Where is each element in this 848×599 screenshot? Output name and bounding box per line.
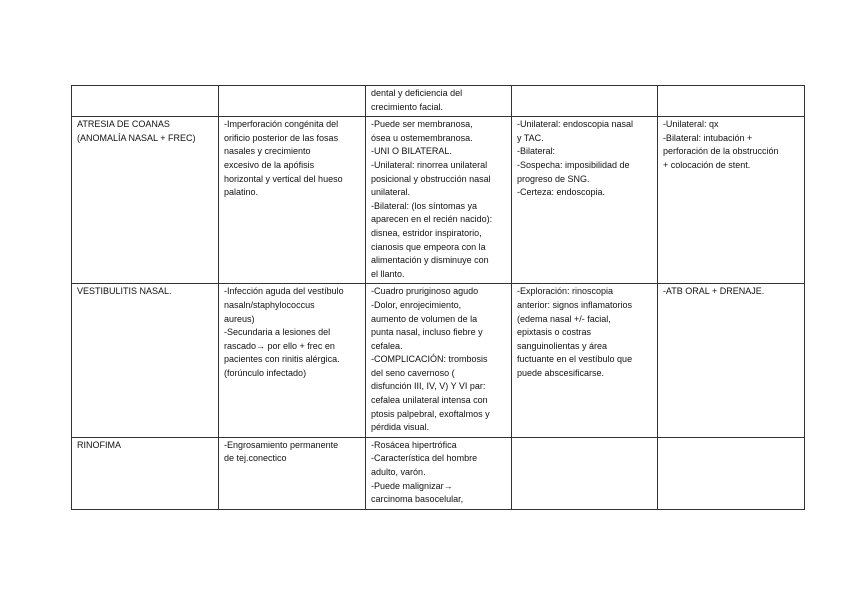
table-row	[72, 437, 805, 509]
cell-line: cefalea.	[371, 340, 403, 351]
cell-line: adulto, varón.	[371, 467, 426, 478]
treatment-cell	[657, 117, 804, 284]
definition-cell	[219, 284, 366, 438]
cell-line: -Unilateral: qx	[662, 119, 719, 130]
cell-line: -Cuadro pruriginoso agudo	[371, 286, 479, 297]
cell-line: (ANOMALÍA NASAL + FREC)	[77, 132, 196, 143]
cell-line: ATRESIA DE COANAS	[77, 119, 170, 130]
cell-line: -Bilateral:	[516, 146, 555, 157]
clinical-cell	[366, 117, 512, 284]
cell-line: del seno cavernoso (	[371, 367, 455, 378]
treatment-cell	[657, 86, 804, 117]
cell-line: -Secundaria a lesiones del	[224, 327, 331, 338]
condition-cell	[72, 437, 219, 509]
cell-line: (edema nasal +/- facial,	[516, 313, 611, 324]
treatment-cell	[657, 284, 804, 438]
definition-cell	[219, 86, 366, 117]
diagnosis-cell	[511, 117, 657, 284]
diagnosis-cell	[511, 284, 657, 438]
cell-line: -COMPLICACIÓN: trombosis	[371, 354, 488, 365]
cell-line: alimentación y disminuye con	[371, 255, 489, 266]
table-row	[72, 86, 805, 117]
cell-line: -Unilateral: endoscopia nasal	[516, 119, 634, 130]
cell-line: -UNI O BILATERAL.	[371, 146, 452, 157]
cell-line: disnea, estridor inspiratorio,	[371, 227, 482, 238]
cell-line: puede abscesificarse.	[516, 367, 605, 378]
cell-line: aparecen en el recién nacido):	[371, 214, 493, 225]
cell-line: -Bilateral: intubación +	[662, 132, 753, 143]
cell-line: -Característica del hombre	[371, 453, 478, 464]
definition-cell	[219, 437, 366, 509]
cell-line: y TAC.	[516, 132, 544, 143]
cell-line: epixtasis o costras	[516, 327, 592, 338]
cell-line: punta nasal, incluso fiebre y	[371, 327, 483, 338]
clinical-table	[71, 85, 805, 510]
cell-line: -Rosácea hipertrófica	[371, 439, 457, 450]
cell-line: progreso de SNG.	[516, 173, 590, 184]
diagnosis-cell	[511, 86, 657, 117]
cell-line: de tej.conectico	[224, 453, 287, 464]
cell-line: dental y deficiencia del	[371, 88, 463, 98]
cell-line: fuctuante en el vestíbulo que	[516, 354, 633, 365]
cell-line: -Sospecha: imposibilidad de	[516, 159, 630, 170]
cell-line: excesivo de la apófisis	[224, 159, 315, 170]
cell-line: nasaln/staphylococcus	[224, 299, 315, 310]
cell-line: crecimiento facial.	[371, 101, 444, 112]
cell-line: anterior: signos inflamatorios	[516, 299, 633, 310]
cell-line: horizontal y vertical del hueso	[224, 173, 343, 184]
cell-line: -Puede malignizar→	[371, 480, 453, 491]
cell-line: orificio posterior de las fosas	[224, 132, 339, 143]
cell-line: -Engrosamiento permanente	[224, 439, 339, 450]
cell-line: disfunción III, IV, V) Y VI par:	[371, 381, 486, 392]
cell-line: cefalea unilateral intensa con	[371, 395, 488, 406]
cell-line: carcinoma basocelular,	[371, 494, 464, 505]
cell-line: pérdida visual.	[371, 422, 430, 433]
condition-cell	[72, 117, 219, 284]
condition-cell	[72, 284, 219, 438]
cell-line: posicional y obstrucción nasal	[371, 173, 491, 184]
table-row	[72, 117, 805, 284]
cell-line: perforación de la obstrucción	[662, 146, 779, 157]
treatment-cell	[657, 437, 804, 509]
cell-line: -Puede ser membranosa,	[371, 119, 473, 130]
cell-line: -ATB ORAL + DRENAJE.	[662, 286, 765, 297]
cell-line: -Exploración: rinoscopia	[516, 286, 614, 297]
cell-line: -Unilateral: rinorrea unilateral	[371, 159, 488, 170]
clinical-cell	[366, 284, 512, 438]
clinical-cell	[366, 437, 512, 509]
clinical-cell	[366, 86, 512, 117]
cell-line: palatino.	[224, 187, 259, 198]
cell-line: -Certeza: endoscopia.	[516, 187, 606, 198]
cell-line: VESTIBULITIS NASAL.	[77, 286, 172, 297]
cell-line: ptosis palpebral, exoftalmos y	[371, 408, 490, 419]
cell-line: nasales y crecimiento	[224, 146, 311, 157]
cell-line: rascado→ por ello + frec en	[224, 340, 335, 351]
cell-line: + colocación de stent.	[662, 159, 751, 170]
cell-line: ósea u ostemembranosa.	[371, 132, 473, 143]
cell-line: (forúnculo infectado)	[224, 367, 307, 378]
diagnosis-cell	[511, 437, 657, 509]
cell-line: -Bilateral: (los síntomas ya	[371, 200, 478, 211]
table-row	[72, 284, 805, 438]
cell-line: el llanto.	[371, 268, 405, 279]
cell-line: pacientes con rinitis alérgica.	[224, 354, 340, 365]
cell-line: -Dolor, enrojecimiento,	[371, 299, 462, 310]
cell-line: -Infección aguda del vestíbulo	[224, 286, 344, 297]
cell-line: sanguinolientas y área	[516, 340, 608, 351]
condition-cell	[72, 86, 219, 117]
cell-line: unilateral.	[371, 187, 411, 198]
cell-line: RINOFIMA	[77, 439, 121, 450]
cell-line: -Imperforación congénita del	[224, 119, 339, 130]
cell-line: cianosis que empeora con la	[371, 241, 486, 252]
table-body	[72, 86, 805, 510]
cell-line: aureus)	[224, 313, 255, 324]
cell-line: aumento de volumen de la	[371, 313, 478, 324]
definition-cell	[219, 117, 366, 284]
